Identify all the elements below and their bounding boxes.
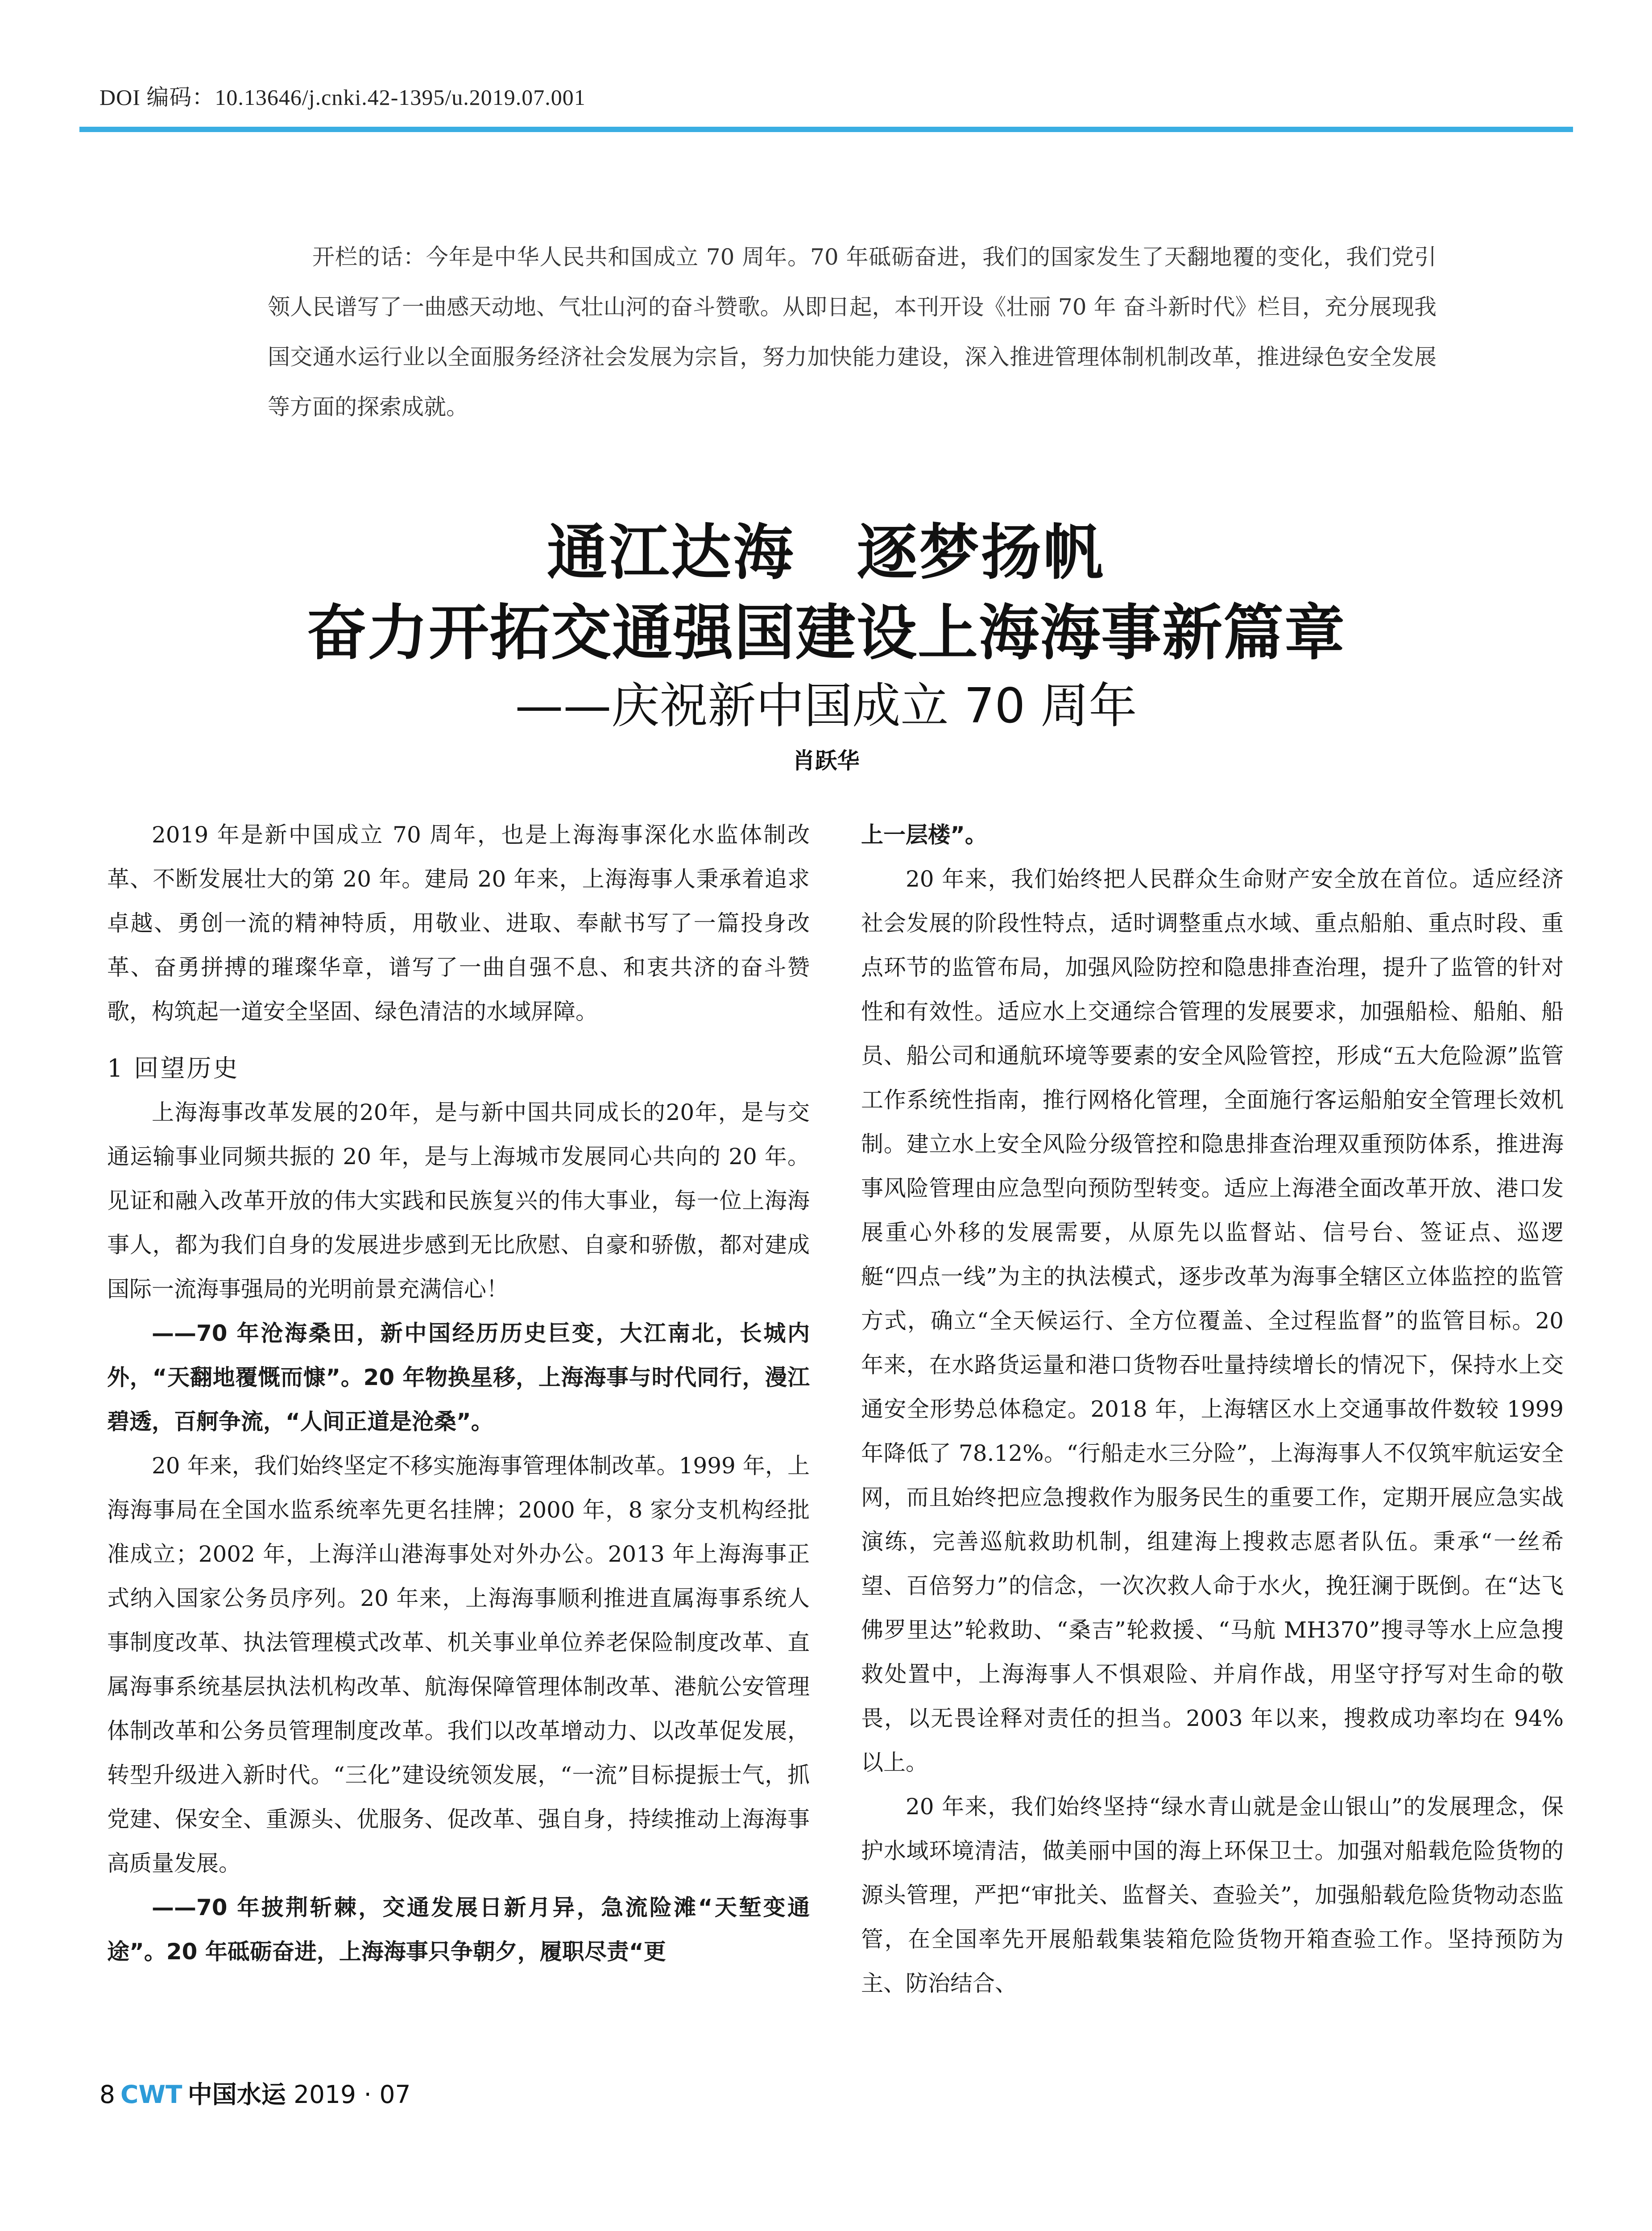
section-heading: 1 回望历史 [107, 1054, 240, 1082]
column-intro: 开栏的话：今年是中华人民共和国成立 70 周年。70 年砥砺奋进，我们的国家发生了天翻地覆的变化，我们党引领人民谱写了一曲感天动地、气壮山河的奋斗赞歌。从即日起，本刊开设《壮丽 70 年 奋斗新时代》栏目，充分展现我国交通水运行业以全面服务经济社会发展为宗旨，努力加快能力建设，深入推进管理体制机制改革，推进绿色安全发展等方面的探索成就。 [268, 244, 1437, 420]
magazine-name: 中国水运 [187, 2080, 286, 2109]
bold-paragraph: ——70 年披荆斩棘，交通发展日新月异，急流险滩“天堑变通途”。20 年砥砺奋进，上海海事只争朝夕，履职尽责“更 [107, 1895, 810, 1965]
paragraph: 20 年来，我们始终坚持“绿水青山就是金山银山”的发展理念，保护水域环境清洁，做美丽中国的海上环保卫士。加强对船载危险货物的源头管理，严把“审批关、监督关、查验关”，加强船载危险货物动态监管，在全国率先开展船载集装箱危险货物开箱查验工作。坚持预防为主、防治结合、 [861, 1794, 1564, 1996]
paragraph: 20 年来，我们始终坚定不移实施海事管理体制改革。1999 年，上海海事局在全国水监系统率先更名挂牌；2000 年，8 家分支机构经批准成立；2002 年，上海洋山港海事处对外办公。2013 年上海海事正式纳入国家公务员序列。20 年来，上海海事顺利推进直属海事系统人事制度改革、执法管理模式改革、机关事业单位养老保险制度改革、直属海事系统基层执法机构改革、航海保障管理体制改革、港航公安管理体制改革和公务员管理制度改革。我们以改革增动力、以改革促发展，转型升级进入新时代。“三化”建设统领发展，“一流”目标提振士气，抓党建、保安全、重源头、优服务、促改革、强自身，持续推动上海海事高质量发展。 [107, 1453, 810, 1876]
right-column [861, 813, 1564, 2187]
brand-logo-text: CWT [120, 2080, 182, 2109]
paragraph: 2019 年是新中国成立 70 周年，也是上海海事深化水监体制改革、不断发展壮大的第 20 年。建局 20 年来，上海海事人秉承着追求卓越、勇创一流的精神特质，用敬业、进取、奉献书写了一篇投身改革、奋勇拼搏的璀璨华章，谱写了一曲自强不息、和衷共济的奋斗赞歌，构筑起一道安全坚固、绿色清洁的水域屏障。 [107, 822, 810, 1024]
article-author: 肖跃华 [792, 748, 860, 774]
paragraph: 上海海事改革发展的20年，是与新中国共同成长的20年，是与交通运输事业同频共振的 20 年，是与上海城市发展同心共向的 20 年。见证和融入改革开放的伟大实践和民族复兴的伟大事业，每一位上海海事人，都为我们自身的发展进步感到无比欣慰、自豪和骄傲，都对建成国际一流海事强局的光明前景充满信心！ [107, 1099, 810, 1302]
paragraph: 20 年来，我们始终把人民群众生命财产安全放在首位。适应经济社会发展的阶段性特点，适时调整重点水域、重点船舶、重点时段、重点环节的监管布局，加强风险防控和隐患排查治理，提升了监管的针对性和有效性。适应水上交通综合管理的发展要求，加强船检、船舶、船员、船公司和通航环境等要素的安全风险管控，形成“五大危险源”监管工作系统性指南，推行网格化管理，全面施行客运船舶安全管理长效机制。建立水上安全风险分级管控和隐患排查治理双重预防体系，推进海事风险管理由应急型向预防型转变。适应上海港全面改革开放、港口发展重心外移的发展需要，从原先以监督站、信号台、签证点、巡逻艇“四点一线”为主的执法模式，逐步改革为海事全辖区立体监控的监管方式，确立“全天候运行、全方位覆盖、全过程监督”的监管目标。20 年来，在水路货运量和港口货物吞吐量持续增长的情况下，保持水上交通安全形势总体稳定。2018 年，上海辖区水上交通事故件数较 1999 年降低了 78.12%。“行船走水三分险”，上海海事人不仅筑牢航运安全网，而且始终把应急搜救作为服务民生的重要工作，定期开展应急实战演练，完善巡航救助机制，组建海上搜救志愿者队伍。秉承“一丝希望、百倍努力”的信念，一次次救人命于水火，挽狂澜于既倒。在“达飞佛罗里达”轮救助、“桑吉”轮救援、“马航 MH370”搜寻等水上应急搜救处置中，上海海事人不惧艰险、并肩作战，用坚守抒写对生命的敬畏，以无畏诠释对责任的担当。2003 年以来，搜救成功率均在 94% 以上。 [861, 866, 1564, 1775]
issue-number: 2019 · 07 [294, 2080, 411, 2109]
bold-paragraph: ——70 年沧海桑田，新中国经历历史巨变，大江南北，长城内外，“天翻地覆慨而慷”。20 年物换星移，上海海事与时代同行，漫江碧透，百舸争流，“人间正道是沧桑”。 [107, 1320, 810, 1435]
article-title-line2: 奋力开拓交通强国建设上海海事新篇章 [306, 598, 1346, 668]
left-column [107, 813, 810, 2187]
article-subtitle: ——庆祝新中国成立 70 周年 [515, 678, 1137, 734]
page-footer [99, 2075, 410, 2110]
bold-paragraph-continued: 上一层楼”。 [861, 822, 987, 848]
article-title-line1: 通江达海 逐梦扬帆 [547, 518, 1105, 588]
page-number: 8 [99, 2080, 115, 2109]
doi-code: DOI 编码：10.13646/j.cnki.42-1395/u.2019.07.001 [99, 85, 586, 110]
header-rule [79, 127, 1573, 132]
